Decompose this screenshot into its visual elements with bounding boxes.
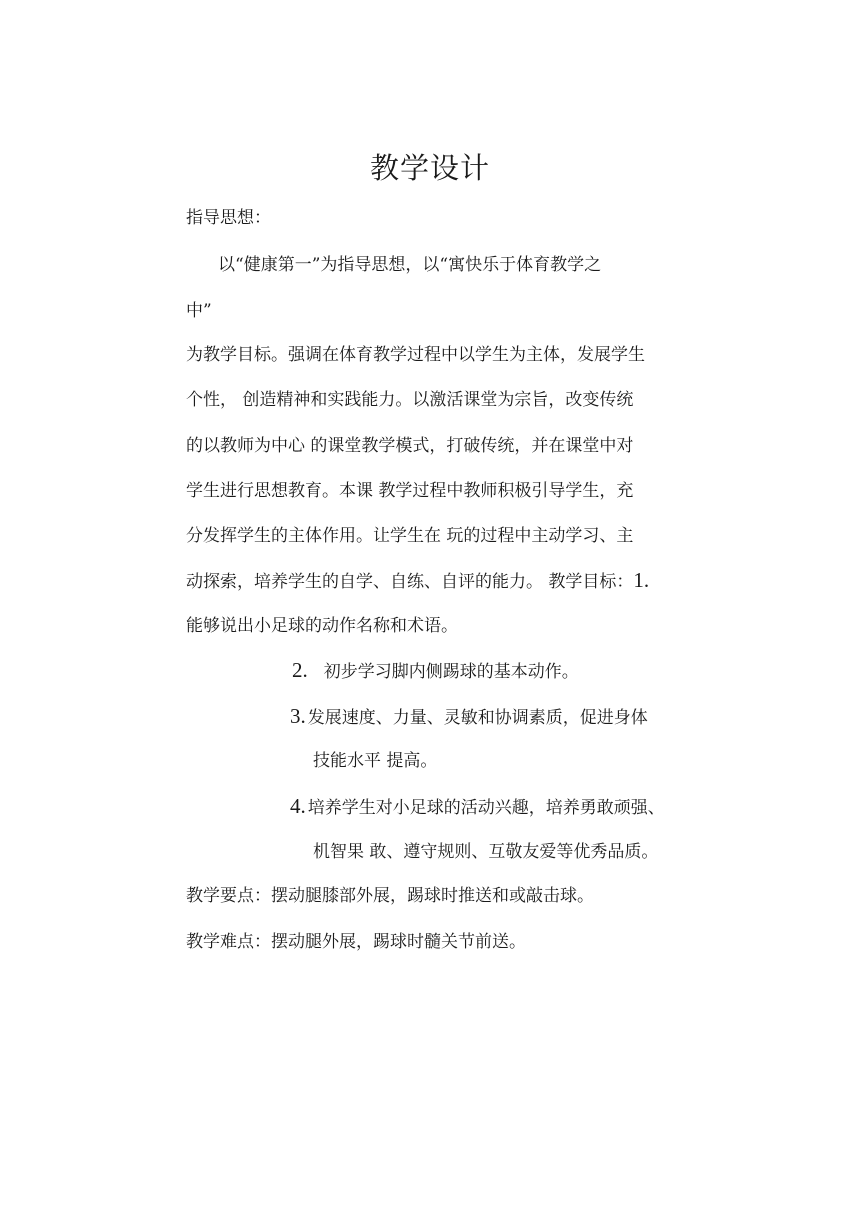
objectives-intro-text: 动探索，培养学生的自学、自练、自评的能力。 教学目标：: [186, 572, 634, 592]
difficulties: 教学难点：摆动腿外展，踢球时髓关节前送。: [186, 932, 526, 952]
objective-3-continued: 技能水平 提高。: [313, 751, 438, 771]
objective-4-continued: 机智果 敢、遵守规则、互敬友爱等优秀品质。: [313, 842, 659, 862]
objective-4-text: 培养学生对小足球的活动兴趣，培养勇敢顽强、: [307, 798, 665, 818]
guiding-line-1: 以“健康第一”为指导思想，以“寓快乐于体育教学之: [218, 255, 602, 275]
guiding-line-2: 中”: [186, 301, 212, 321]
objective-2: [292, 658, 579, 684]
key-points: 教学要点：摆动腿膝部外展，踢球时推送和或敲击球。: [186, 886, 594, 906]
objective-4: [290, 794, 665, 820]
objective-1-text: 能够说出小足球的动作名称和术语。: [186, 616, 458, 636]
objective-4-number: 4.: [290, 794, 306, 818]
guiding-line-7: 分发挥学生的主体作用。让学生在 玩的过程中主动学习、主: [186, 526, 634, 546]
document-title: 教学设计: [369, 151, 490, 185]
objective-3: [290, 704, 648, 730]
objective-1-number: 1.: [633, 568, 650, 592]
guiding-line-5: 的以教师为中心 的课堂教学模式，打破传统，并在课堂中对: [186, 436, 634, 456]
objectives-intro-line: [186, 568, 651, 594]
guiding-heading: 指导思想：: [186, 208, 271, 228]
objective-3-text: 发展速度、力量、灵敏和协调素质，促进身体: [307, 708, 648, 728]
guiding-line-4: 个性， 创造精神和实践能力。以激活课堂为宗旨，改变传统: [186, 390, 634, 410]
objective-2-number: 2.: [292, 658, 308, 682]
guiding-line-3: 为教学目标。强调在体育教学过程中以学生为主体，发展学生: [186, 345, 645, 365]
objective-3-number: 3.: [290, 704, 306, 728]
objective-2-text: 初步学习脚内侧踢球的基本动作。: [323, 662, 579, 682]
guiding-line-6: 学生进行思想教育。本课 教学过程中教师积极引导学生，充: [186, 481, 634, 501]
